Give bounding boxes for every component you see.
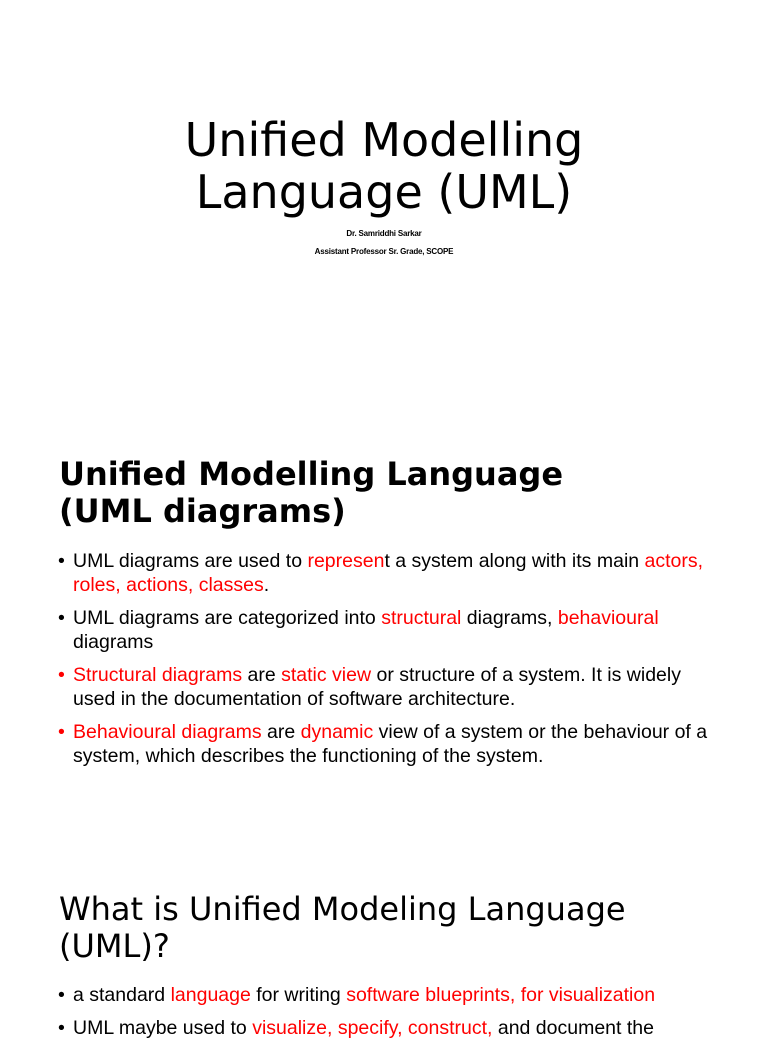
- bullet-text: or structure of a system. It is widely used in the documentation of software architecture.: [73, 664, 681, 710]
- bullet-list: [58, 983, 718, 1049]
- bullet-dot-icon: •: [58, 664, 65, 686]
- bullet-dot-icon: •: [58, 984, 65, 1006]
- bullet-item: [58, 606, 718, 654]
- bullet-text: diagrams: [73, 631, 154, 653]
- bullet-dot-icon: •: [58, 721, 65, 743]
- bullet-text: UML diagrams are used to: [73, 550, 308, 572]
- bullet-text: diagrams,: [461, 607, 558, 629]
- bullet-text: .: [263, 574, 270, 596]
- bullet-text: UML maybe used to: [73, 1017, 253, 1039]
- heading-line-1: What is Unified Modeling Language: [59, 890, 626, 928]
- bullet-item: [58, 1016, 718, 1040]
- bullet-dot-icon: •: [58, 550, 65, 572]
- author-affiliation: Assistant Professor Sr. Grade, SCOPE: [314, 247, 454, 256]
- heading-line-2: (UML)?: [59, 927, 170, 965]
- bullet-dot-icon: •: [58, 1017, 65, 1039]
- bullet-item: [58, 720, 718, 768]
- bullet-item: [58, 983, 718, 1007]
- title-line-2: Language (UML): [195, 165, 573, 219]
- bullet-item: [58, 663, 718, 711]
- highlighted-text: software blueprints, for visualization: [346, 984, 656, 1006]
- bullet-text: are: [242, 664, 282, 686]
- bullet-text: for writing: [250, 984, 347, 1006]
- bullet-text: are: [261, 721, 301, 743]
- uml-diagrams-slide: [0, 432, 768, 864]
- highlighted-text: Structural diagrams: [73, 664, 243, 686]
- bullet-text: view of a system or the behaviour of a system, which describes the functioning of the system.: [73, 721, 708, 767]
- bullet-item: [58, 549, 718, 597]
- bullet-dot-icon: •: [58, 607, 65, 629]
- heading-line-1: Unified Modelling Language: [59, 455, 564, 493]
- highlighted-text: behavioural: [557, 607, 659, 629]
- slide-heading: [59, 891, 739, 965]
- author-name: Dr. Samriddhi Sarkar: [346, 229, 422, 238]
- bullet-list: [58, 549, 718, 777]
- highlighted-text: represen: [307, 550, 385, 572]
- what-is-uml-slide: [0, 864, 768, 1039]
- slide-heading: [59, 456, 739, 530]
- bullet-text: UML diagrams are categorized into: [73, 607, 382, 629]
- highlighted-text: actors, roles, actions, classes: [73, 550, 704, 596]
- highlighted-text: static view: [281, 664, 372, 686]
- highlighted-text: language: [170, 984, 251, 1006]
- bullet-text: and document the: [492, 1017, 654, 1039]
- highlighted-text: dynamic: [300, 721, 374, 743]
- presentation-title: [0, 114, 768, 218]
- highlighted-text: Behavioural diagrams: [73, 721, 262, 743]
- title-line-1: Unified Modelling: [184, 113, 584, 167]
- bullet-text: a standard: [73, 984, 171, 1006]
- bullet-text: t a system along with its main: [384, 550, 645, 572]
- heading-line-2: (UML diagrams): [59, 492, 346, 530]
- highlighted-text: visualize, specify, construct,: [252, 1017, 493, 1039]
- highlighted-text: structural: [381, 607, 462, 629]
- title-slide: [0, 0, 768, 432]
